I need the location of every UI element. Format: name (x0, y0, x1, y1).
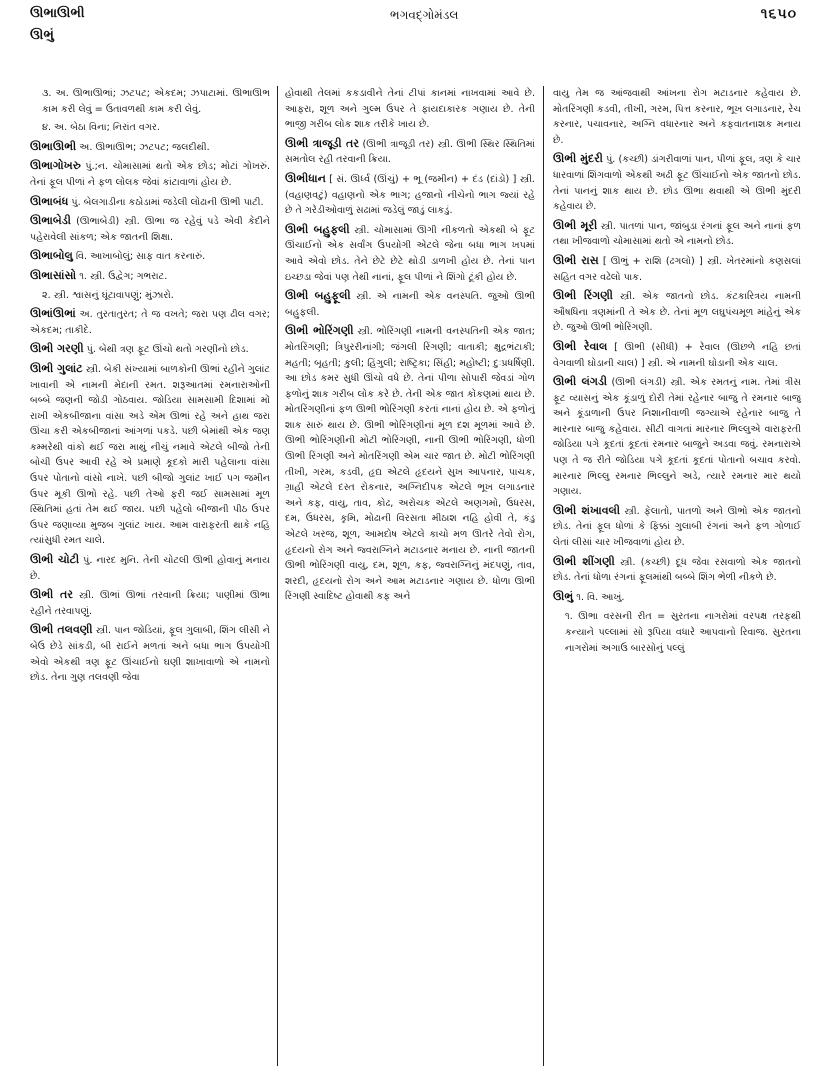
column-divider (277, 86, 278, 1066)
headword: ઊભી બહુફૂલી (285, 289, 351, 303)
dictionary-entry (553, 151, 801, 214)
definition: (ઊભાબેડી) સ્ત્રી. ઊભા જ રહેવું પડે એવી કેદીને પહેરાવેલી સાંકળ; એક જાતની શિક્ષા. (30, 216, 270, 243)
dictionary-entry (30, 341, 270, 358)
sense-item: ૨. સ્ત્રી. શ્વાસનું ઘૂંટાવાપણું; મુંઝારો. (42, 289, 174, 301)
definition: (ઊભી લંગડી) સ્ત્રી. એક રમતનું નામ. તેમાં ત્રીસ ફૂટ વ્યાસનું એક કૂંડાળું દોરી તેમાં રહેનાર બાજુ તે રમનાર બાજુ અને કૂંડાળાની ઉપર નિશાનીવાળી જગ્યાએ રહેનાર બાજુ તે મારનાર બાજુ કહેવાય. સીટી વાગતાં મારનાર ભિલ્લુએ વારાફરતી જોડિયા પગે કૂદતાં કૂદતાં રમનાર બાજુને અડવા જવું. રમનારાએ પણ તે જ રીતે જોડિયા પગે કૂદતાં કૂદતાં પોતાનો બચાવ કરવો. મારનાર ભિલ્લુ રમનાર ભિલ્લુને અડે, ત્યારે રમનાર માર થયો ગણાય. (553, 377, 801, 498)
guideword-last: ઊભું (30, 28, 54, 43)
sense-item: ૩. અ. ઊભાઊભાં; ઝટપટ; એકદમ; ઝપાટામાં. ઊભાઊભ કામ કરી લેવું = ઉતાવળથી કામ કરી લેવું. (42, 88, 270, 115)
headword: ઊભાબોલુ (30, 249, 73, 263)
headword: ઊભાસાંસો (30, 268, 77, 282)
headword: ઊભી તલવણી (30, 623, 93, 637)
headword: ઊભી તર (30, 588, 73, 602)
headword: ઊભી ચોટી (30, 553, 80, 567)
headword: ઊભી મૂરી (553, 218, 598, 232)
continued-text: વાયુ તેમ જ આંજવાથી આંખના રોગ મટાડનાર કહેવાય છે. મોતરિંગણી કડવી, તીખી, ગરમ, પિત્ત કરનાર, ભૂખ લગાડનાર, રેચ કરનાર, પચાવનાર, અગ્નિ વધારનાર અને કફવાતનાશક મનાય છે. (553, 88, 801, 146)
definition: પું. નારદ મુનિ. તેની ચોટલી ઊભી હોવાનું મનાય છે. (30, 555, 270, 582)
dictionary-entry (30, 361, 270, 549)
dictionary-entry (553, 503, 801, 551)
dictionary-entry (30, 552, 270, 584)
dictionary-entry (553, 589, 801, 606)
dictionary-entry (30, 248, 270, 265)
dictionary-entry (30, 158, 270, 190)
headword: ઊભી ભોરિંગણી (285, 324, 354, 338)
dictionary-entry (30, 213, 270, 245)
headword: ઊભાબેડી (30, 214, 71, 228)
headword: ઊભીધાન (285, 171, 326, 185)
column-3 (553, 86, 801, 1066)
definition: વિ. આખાબોલું; સાફ વાત કરનારું. (72, 251, 206, 263)
sense-item: ૪. અ. બેઠા વિના; નિરાંત વગર. (42, 122, 160, 134)
definition: ૧. વિ. આખું. (573, 591, 625, 603)
continued-text: હોવાથી તેલમાં કકડાવીને તેનાં ટીપાં કાનમાં નાખવામાં આવે છે. આફરા, શૂળ અને ગુલ્મ ઉપર તે ફાયદાકારક ગણાય છે. તેની ભાજી ગરીબ લોક શાક તરીકે ખાય છે. (285, 88, 535, 131)
headword: ઊભી ગુલાંટ (30, 361, 83, 375)
headword: ઊભી રાસ (553, 253, 599, 267)
dictionary-entry (30, 268, 270, 285)
headword: ઊભી ત્રાજૂડી તર (285, 136, 359, 150)
headword: ઊભી રિંગણી (553, 289, 613, 303)
headword: ઊભાગોખરુ (30, 159, 81, 173)
headword: ઊભી શીંગણી (553, 554, 615, 568)
headword: ઊભાઊભી (30, 139, 77, 153)
headword: ઊભાબંધ (30, 194, 69, 208)
dictionary-entry (553, 339, 801, 371)
column-1 (30, 86, 270, 1066)
column-divider (543, 86, 544, 1066)
headword: ઊભી ગરણી (30, 342, 84, 356)
dictionary-entry (553, 554, 801, 586)
headword: ઊભી રેવાલ (553, 339, 608, 353)
dictionary-entry (285, 171, 535, 219)
dictionary-entry (30, 194, 270, 211)
definition: [ ઊભું + રાશિ (ઢગલો) ] સ્ત્રી. ખેતરમાંનો કણસલાં સહિત વગર વઢેલો પાક. (553, 255, 801, 283)
definition: સ્ત્રી. ફેલાતો, પાતળો અને ઊભો એક જાતનો છોડ. તેનાં ફૂલ ધોળાં કે ફિક્કાં ગુલાબી રંગનાં અને ફળ ગોળાઈ લેતાં લીસાં ચાર ખીજવાળાં હોય છે. (553, 505, 801, 549)
definition: સ્ત્રી. એક જાતનો છોડ. કંટકારિત્રય નામની ઔષધિના ત્રણમાંની તે એક છે. તેનાં મૂળ લઘુપંચમૂળ માંહેનું એક છે. જુઓ ઊભી ભોરિંગણી. (553, 291, 801, 334)
definition: પું.;ન. ચોમાસામાં થતો એક છોડ; મોટાં ગોખરું. તેનાં ફૂલ પીળાં ને ફળ લોલક જેવાં કાંટાવાળાં હોય છે. (30, 161, 270, 188)
definition: સ્ત્રી. ઊભાં ઊભાં તરવાની ક્રિયા; પાણીમાં ઊભા રહીને તરવાપણું. (30, 590, 270, 617)
page-header (30, 6, 797, 64)
dictionary-entry (553, 288, 801, 336)
definition: પું. બેલગાડીના કઠોડામાં જડેલી લોઢાની ઊભી પાટી. (68, 196, 264, 208)
running-title: ભગવદ્ગોમંડલ (390, 8, 459, 22)
dictionary-entry (285, 222, 535, 285)
dictionary-entry (553, 218, 801, 250)
column-2 (285, 86, 535, 1066)
headword: ઊભી શંખાવલી (553, 503, 621, 517)
definition: સ્ત્રી. પાતળાં પાન, જાંબુડા રંગનાં ફૂલ અને નાનાં ફળ તથા ખીજવાળો ચોમાસામાં થતો એ નામનો છોડ. (553, 220, 801, 248)
headword: ઊભી લંગડી (553, 375, 608, 389)
guideword-first: ઊભાઊભી (30, 6, 85, 21)
definition: સ્ત્રી. (કચ્છી) દૂધ જેવા રસવાળો એક જાતનો છોડ. તેનાં ધોળા રંગનાં ફૂલમાંથી બબ્બે શિંગ ભેળી નીકળે છે. (553, 556, 801, 584)
definition: (ઊભી ત્રાજૂડી તર) સ્ત્રી. ઊભી સ્થિર સ્થિતિમાં સમતોલ રહી તરવાની ક્રિયા. (285, 138, 535, 166)
headword: ઊભી મુંદરી (553, 152, 603, 166)
definition: સ્ત્રી. ચોમાસામાં ઊગી નીકળતો એકથી બે ફૂટ ઊંચાઈનો એક સર્વાંગ ઉપયોગી એટલે જેના બધા ભાગ ખપમાં આવે એવો છોડ. તેને છેટે છેટે થોડી ડાળખી હોય છે. તેનાં પાન ઇચ્છડા જેવાં પણ તેથી નાનાં, ફૂલ પીળાં ને શિંગો ટૂંકી હોય છે. (285, 224, 535, 283)
definition: પું. (કચ્છી) ડાંગરીવાળાં પાન, પીળાં ફૂલ, ત્રણ કે ચાર ધારવાળાં શિંગવાળો એકથી અઢી ફૂટ ઊંચાઈનો એક જાતનો છોડ. તેનાં પાનનું શાક થાય છે. છોડ ઊભા થવાથી એ ઊભી મુંદરી કહેવાય છે. (553, 154, 801, 213)
definition: સ્ત્રી. એ નામની એક વનસ્પતિ. જુઓ ઊભી બહુફલી. (285, 291, 535, 318)
dictionary-entry (285, 288, 535, 320)
headword: ઊભું (553, 589, 574, 603)
definition: સ્ત્રી. બેકી સંખ્યામાં બાળકોની ઊભાં રહીને ગુલાંટ ખાવાની એ નામની મેદાની રમત. શરૂઆતમાં રમનારાઓની બબ્બે જણની જોડી ગોઠવાય. જોડિયા સામસામી દિશામાં મોં રાખી એકબીજાના વાંસા અડે એમ ઊભાં રહે અને હાથ જરા ઊંચા કરી એકબીજાનાં આંગળાં પકડે. પછી બેમાંથી એક જણ કમ્મરેથી વાંકો થઈ જરા માથું નીચું નમાવે એટલે બીજો તેની બોચી ઉપર આવી રહે એ પ્રમાણે કૂદકો મારી પહેલાના વાંસા ઉપર પોતાનો વાંસો નાખે. પછી બીજો ગુલાંટ ખાઈ પગ જમીન ઉપર મૂકી ઊભો રહે. પછી તેઓ ફરી જઈ સામસામાં મૂળ સ્થિતિમાં હતાં તેમ થઈ જાય. પછી પહેલો બીજાની પીઠ ઉપર ઉપર જણાવ્યા મુજબ ગુલાંટ ખાય. આમ વારાફરતી થાકે નહિ ત્યાંસુધી રમત ચાલે. (30, 363, 270, 547)
dictionary-entry (285, 323, 535, 605)
dictionary-entry (553, 374, 801, 500)
definition: સ્ત્રી. ભોરિંગણી નામની વનસ્પતિની એક જાત; મોતરિંગણી; ત્રિપુરરીનાંગી; જંગલી રિંગણી; વાતાકી; ક્ષુદ્રભંટાકી; મહતી; બૃહતી; કુલી; હિંગુલી; રાષ્ટ્રિકા; સિંહી; મહોષ્ટી; દુઃપ્રધર્ષિણી. આ છોડ કમર સુધી ઊંચો વધે છે. તેનાં પીળા સોપારી જેવડાં ગોળ ફળોનું શાક ગરીબ લોક કરે છે. તેની એક જાત કોંકણમાં થાય છે. મોતરિંગણીનાં ફળ ઊભી ભોરિંગણી કરતાં નાનાં હોય છે. એ ફળોનું શાક સારું થાય છે. ઊભી ભોરિંગણીનાં મૂળ દશ મૂળમાં આવે છે. ઊભી ભોરિંગણીની મોટી ભોરિંગણી, નાની ઊભી ભોરિંગણી, ધોળી ઊભી રિંગણી અને મોતરિંગણી એમ ચાર જાત છે. મોટી ભોરિંગણી તીખી, ગરમ, કડવી, હૃદ્ય એટલે હૃદયને સુખ આપનાર, પાચક, ગ્રાહી એટલે દસ્ત રોકનાર, અગ્નિદીપક એટલે ભૂખ લગાડનાર અને કફ, વાયુ, તાવ, કોઢ, અરોચક એટલે અણગમો, ઉધરસ, દમ, ઉધરસ, કૃમિ, મોઢાની વિરસતા મીઠાશ નહિ હોવી તે, કંડુ એટલે ખરજ, શૂળ, આમદોષ એટલે કાચો મળ ઊતરે તેવો રોગ, હૃદયનો રોગ અને જ્વરાગ્નિને મટાડનાર મનાય છે. નાની જાતની ઊભી ભોરિંગણી વાયુ, દમ, શૂળ, કફ, જ્વરાગ્નિનું મંદપણું, તાવ, શરદી, હૃદયનો રોગ અને આમ મટાડનાર ગણાય છે. ધોળા ઊભી રિંગણી સ્વાદિષ્ટ હોવાથી કફ અને (285, 326, 535, 603)
headword: ઊભી બહુફલી (285, 222, 350, 236)
definition: પું. બેથી ત્રણ ફૂટ ઊંચો થતો ગરણીનો છોડ. (83, 344, 249, 356)
definition: અ. ઊભાઊભ; ઝટપટ; જલદીથી. (76, 141, 210, 153)
definition: [ ઊભી (સીધી) + રેવાલ (ઊછળે નહિ છતાં વેગવાળી ઘોડાની ચાલ) ] સ્ત્રી. એ નામની ઘોડાની એક ચાલ. (553, 341, 801, 369)
page-number: ૧૬૫૦ (760, 6, 797, 22)
definition: અ. તુરતાતુરત; તે જ વખતે; જરા પણ ઢીલ વગર; એકદમ; તાકીદે. (30, 309, 270, 336)
dictionary-entry (30, 622, 270, 685)
headword: ઊભાંઊભાં (30, 307, 76, 321)
definition: ૧. સ્ત્રી. ઉદ્વેગ; ગભરાટ. (76, 270, 168, 282)
definition: સ્ત્રી. પાન જોડિયાં, ફૂલ ગુલાબી, શિંગ લીસી ને બેઉ છેડે સાંકડી, બી રાઈને મળતાં અને બધા ભાગ ઉપયોગી એવો એકથી ત્રણ ફૂટ ઊંચાઈનો ઘણી શાખાવાળો એ નામનો છોડ. તેના ગુણ તલવણી જેવા (30, 625, 270, 684)
definition: [ સં. ઊર્ધ્વ (ઊંચું) + ભૂ (જમીન) + દંડ (દાંડો) ] સ્ત્રી. (વહાણવટું) વહાણનો એક ભાગ; હજાનો નીચેનો ભાગ જ્યાં રહે છે તે ગરેડીઓવાળું સઢામાં જડેલું જાડું લાકડું. (285, 173, 535, 217)
dictionary-entry (30, 306, 270, 338)
dictionary-entry (30, 587, 270, 619)
dictionary-entry (553, 253, 801, 285)
usage-note: ૧. ઊભા વરસની રીત = સુરતના નાગરોમાં વરપક્ષ તરફથી કન્યાને પલ્લામાં સો રૂપિયા વધારે આપવાનો રિવાજ. સુરતના નાગરોમાં અગાઉ બારસોનું પલ્લું (565, 611, 801, 654)
dictionary-entry (30, 139, 270, 156)
dictionary-entry (285, 136, 535, 168)
